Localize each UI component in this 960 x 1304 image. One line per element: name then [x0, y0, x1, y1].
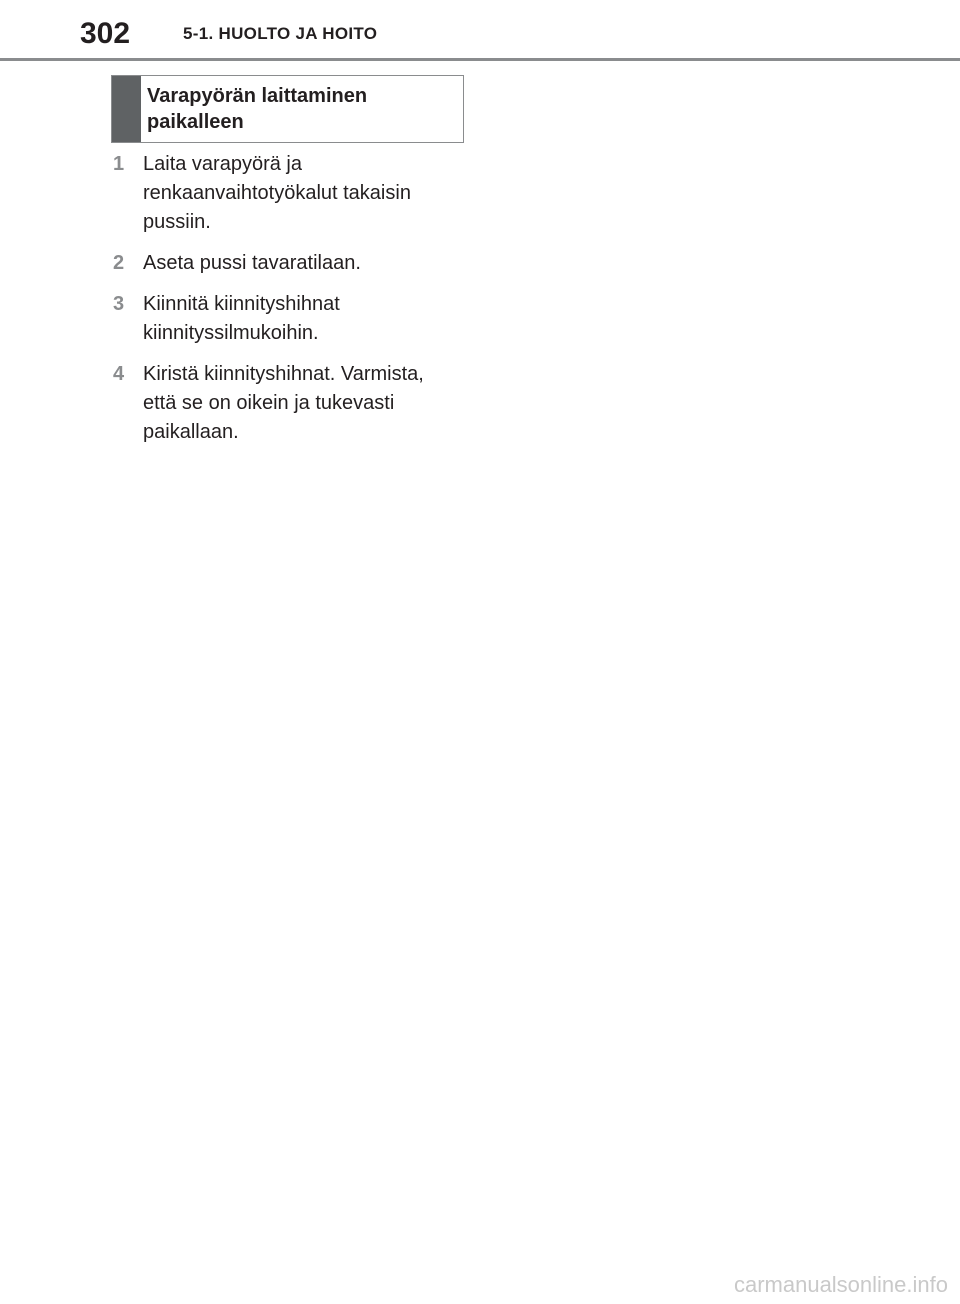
step-text: Kiristä kiinnityshihnat. Varmista, että se on oikein ja tukevasti paikallaan. [143, 363, 424, 443]
subheading-title: Varapyörän laittaminen paikalleen [147, 85, 368, 133]
step-item [111, 290, 456, 348]
page-number: 302 [80, 17, 131, 50]
section-title: 5-1. HUOLTO JA HOITO [183, 24, 378, 43]
subheading-box [111, 75, 464, 143]
step-text: Laita varapyörä ja renkaanvaihtotyökalut takaisin pussiin. [143, 153, 411, 233]
step-number: 4 [113, 363, 125, 385]
watermark-link[interactable]: carmanualsonline.info [733, 1272, 948, 1297]
step-item [111, 360, 456, 447]
step-text: Kiinnitä kiinnityshihnat kiinnityssilmukoihin. [143, 293, 340, 344]
step-number: 1 [113, 153, 125, 175]
step-item [111, 249, 456, 278]
step-text: Aseta pussi tavaratilaan. [143, 252, 361, 274]
steps-list [111, 150, 456, 459]
step-number: 3 [113, 293, 125, 315]
subheading-bar [112, 76, 141, 142]
step-number: 2 [113, 252, 125, 274]
step-item [111, 150, 456, 237]
header-rule [0, 58, 960, 61]
